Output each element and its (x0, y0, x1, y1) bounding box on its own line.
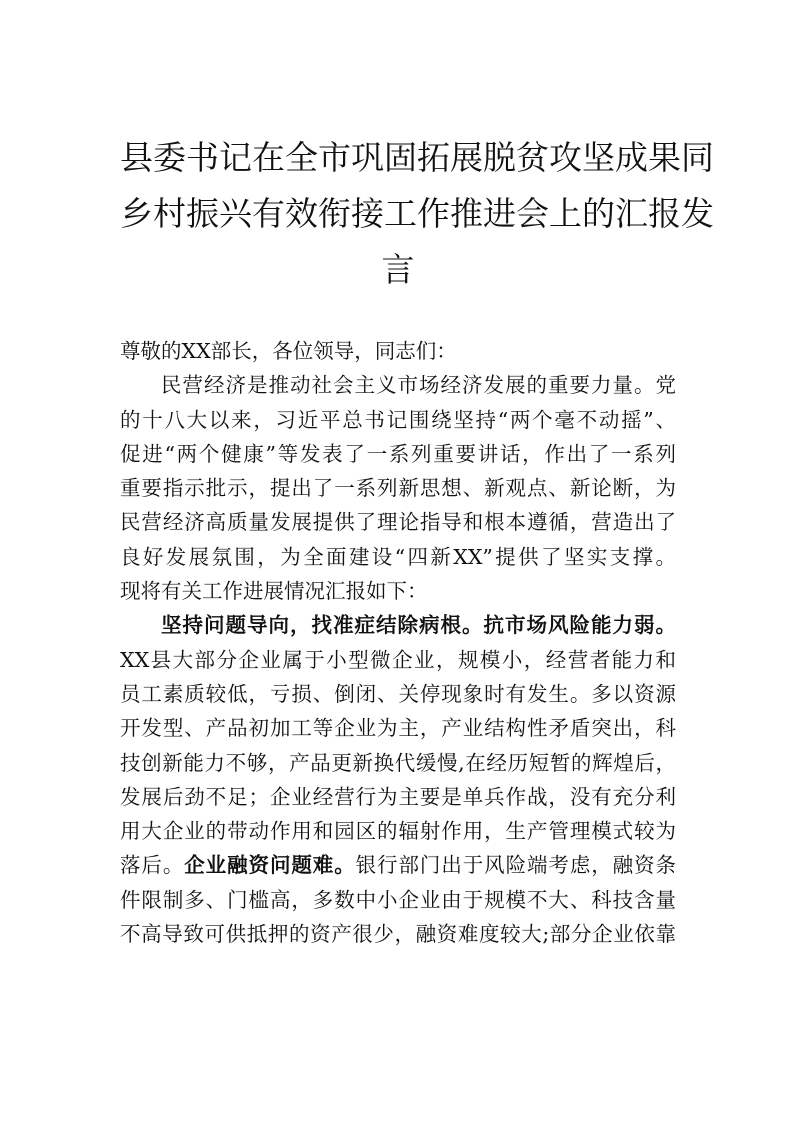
inline-heading: 企业融资问题难。 (184, 853, 356, 878)
document-title (120, 130, 714, 298)
paragraph-line: 重要指示批示，提出了一系列新思想、新观点、新论断，为 (120, 476, 676, 501)
paragraph-line: 民营经济高质量发展提供了理论指导和根本遵循，营造出了 (120, 510, 676, 535)
paragraph-line: 促进“两个健康”等发表了一系列重要讲话，作出了一系列 (120, 441, 676, 466)
title-line: 乡村振兴有效衔接工作推进会上的汇报发 (120, 194, 714, 233)
paragraph-line: 发展后劲不足；企业经营行为主要是单兵作战，没有充分利 (120, 784, 676, 809)
title-line: 言 (381, 250, 415, 289)
paragraph-line: 的十八大以来，习近平总书记围绕坚持“两个毫不动摇”、 (120, 407, 676, 432)
paragraph-line: 开发型、产品初加工等企业为主，产业结构性矛盾突出，科 (120, 716, 676, 741)
text-run: 银行部门出于风险端考虑，融资条 (355, 853, 677, 878)
paragraph-line: 不高导致可供抵押的资产很少，融资难度较大;部分企业依靠 (120, 922, 676, 947)
paragraph-line: 技创新能力不够，产品更新换代缓慢,在经历短暂的辉煌后， (120, 750, 676, 775)
title-line: 县委书记在全市巩固拓展脱贫攻坚成果同 (120, 138, 714, 177)
paragraph-line: XX县大部分企业属于小型微企业，规模小，经营者能力和 (120, 647, 676, 672)
paragraph-line: 员工素质较低，亏损、倒闭、关停现象时有发生。多以资源 (120, 681, 676, 706)
document-body (120, 334, 676, 951)
text-run: 落后。 (120, 853, 185, 878)
paragraph-line: 民营经济是推动社会主义市场经济发展的重要力量。党 (161, 373, 676, 398)
paragraph-line: 现将有关工作进展情况汇报如下： (120, 579, 428, 604)
paragraph-line: 良好发展氛围，为全面建设“四新XX”提供了坚实支撑。 (120, 544, 676, 569)
paragraph-line-mixed (120, 848, 676, 882)
salutation: 尊敬的XX部长，各位领导，同志们： (120, 339, 457, 363)
paragraph-line: 件限制多、门槛高，多数中小企业由于规模不大、科技含量 (120, 887, 676, 912)
section-heading: 坚持问题导向，找准症结除病根。抗市场风险能力弱。 (161, 613, 676, 638)
paragraph-line: 用大企业的带动作用和园区的辐射作用，生产管理模式较为 (120, 819, 676, 844)
